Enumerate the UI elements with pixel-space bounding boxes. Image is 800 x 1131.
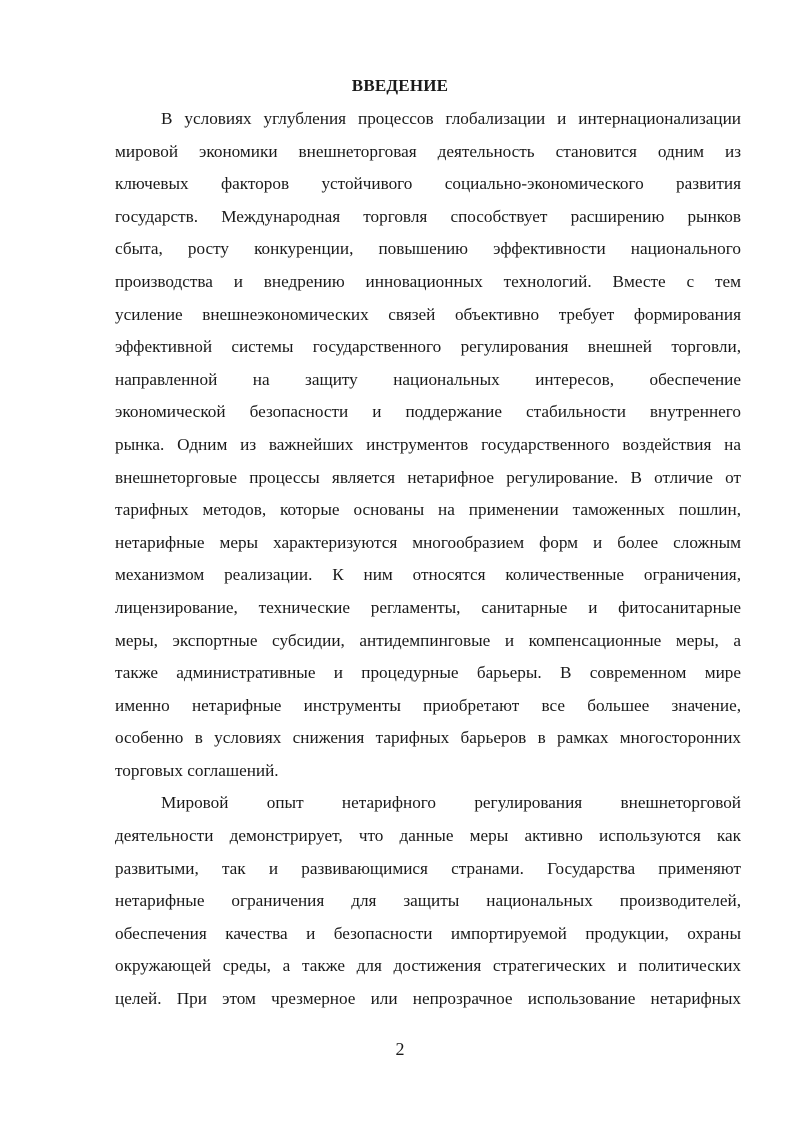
text-line: лицензирование, технические регламенты, санитарные и фитосанитарные xyxy=(115,597,741,617)
text-line: развитыми, так и развивающимися странами. Государства применяют xyxy=(115,858,741,878)
body-text xyxy=(115,107,741,1020)
text-line: особенно в условиях снижения тарифных барьеров в рамках многосторонних xyxy=(115,728,741,748)
text-line: ключевых факторов устойчивого социально-экономического развития xyxy=(115,174,741,194)
page-number: 2 xyxy=(395,1039,405,1059)
text-line: тарифных методов, которые основаны на применении таможенных пошлин, xyxy=(115,500,741,520)
text-line: внешнеторговые процессы является нетарифное регулирование. В отличие от xyxy=(115,467,741,487)
text-line: производства и внедрению инновационных технологий. Вместе с тем xyxy=(115,271,741,291)
text-line: окружающей среды, а также для достижения стратегических и политических xyxy=(115,956,741,976)
text-line: целей. При этом чрезмерное или непрозрачное использование нетарифных xyxy=(115,989,741,1009)
text-line: эффективной системы государственного регулирования внешней торговли, xyxy=(115,337,741,357)
text-line: именно нетарифные инструменты приобретают все большее значение, xyxy=(115,695,741,715)
text-line: усиление внешнеэкономических связей объективно требует формирования xyxy=(115,304,741,324)
text-line: Мировой опыт нетарифного регулирования внешнеторговой xyxy=(161,793,741,813)
section-heading: ВВЕДЕНИЕ xyxy=(351,76,449,95)
text-line: меры, экспортные субсидии, антидемпинговые и компенсационные меры, а xyxy=(115,630,741,650)
text-line: нетарифные ограничения для защиты национальных производителей, xyxy=(115,891,741,911)
text-line: торговых соглашений. xyxy=(115,760,279,780)
text-line: нетарифные меры характеризуются многообразием форм и более сложным xyxy=(115,532,741,552)
text-line: направленной на защиту национальных интересов, обеспечение xyxy=(115,369,741,389)
text-line: деятельности демонстрирует, что данные меры активно используются как xyxy=(115,826,741,846)
text-line: механизмом реализации. К ним относятся количественные ограничения, xyxy=(115,565,741,585)
text-line: экономической безопасности и поддержание стабильности внутреннего xyxy=(115,402,741,422)
text-line: также административные и процедурные барьеры. В современном мире xyxy=(115,663,741,683)
text-line: государств. Международная торговля способствует расширению рынков xyxy=(115,206,741,226)
text-line: мировой экономики внешнеторговая деятельность становится одним из xyxy=(115,141,741,161)
text-line: обеспечения качества и безопасности импортируемой продукции, охраны xyxy=(115,923,741,943)
text-line: сбыта, росту конкуренции, повышению эффективности национального xyxy=(115,239,741,259)
text-line: В условиях углубления процессов глобализации и интернационализации xyxy=(161,109,741,128)
text-line: рынка. Одним из важнейших инструментов государственного воздействия на xyxy=(115,434,741,454)
